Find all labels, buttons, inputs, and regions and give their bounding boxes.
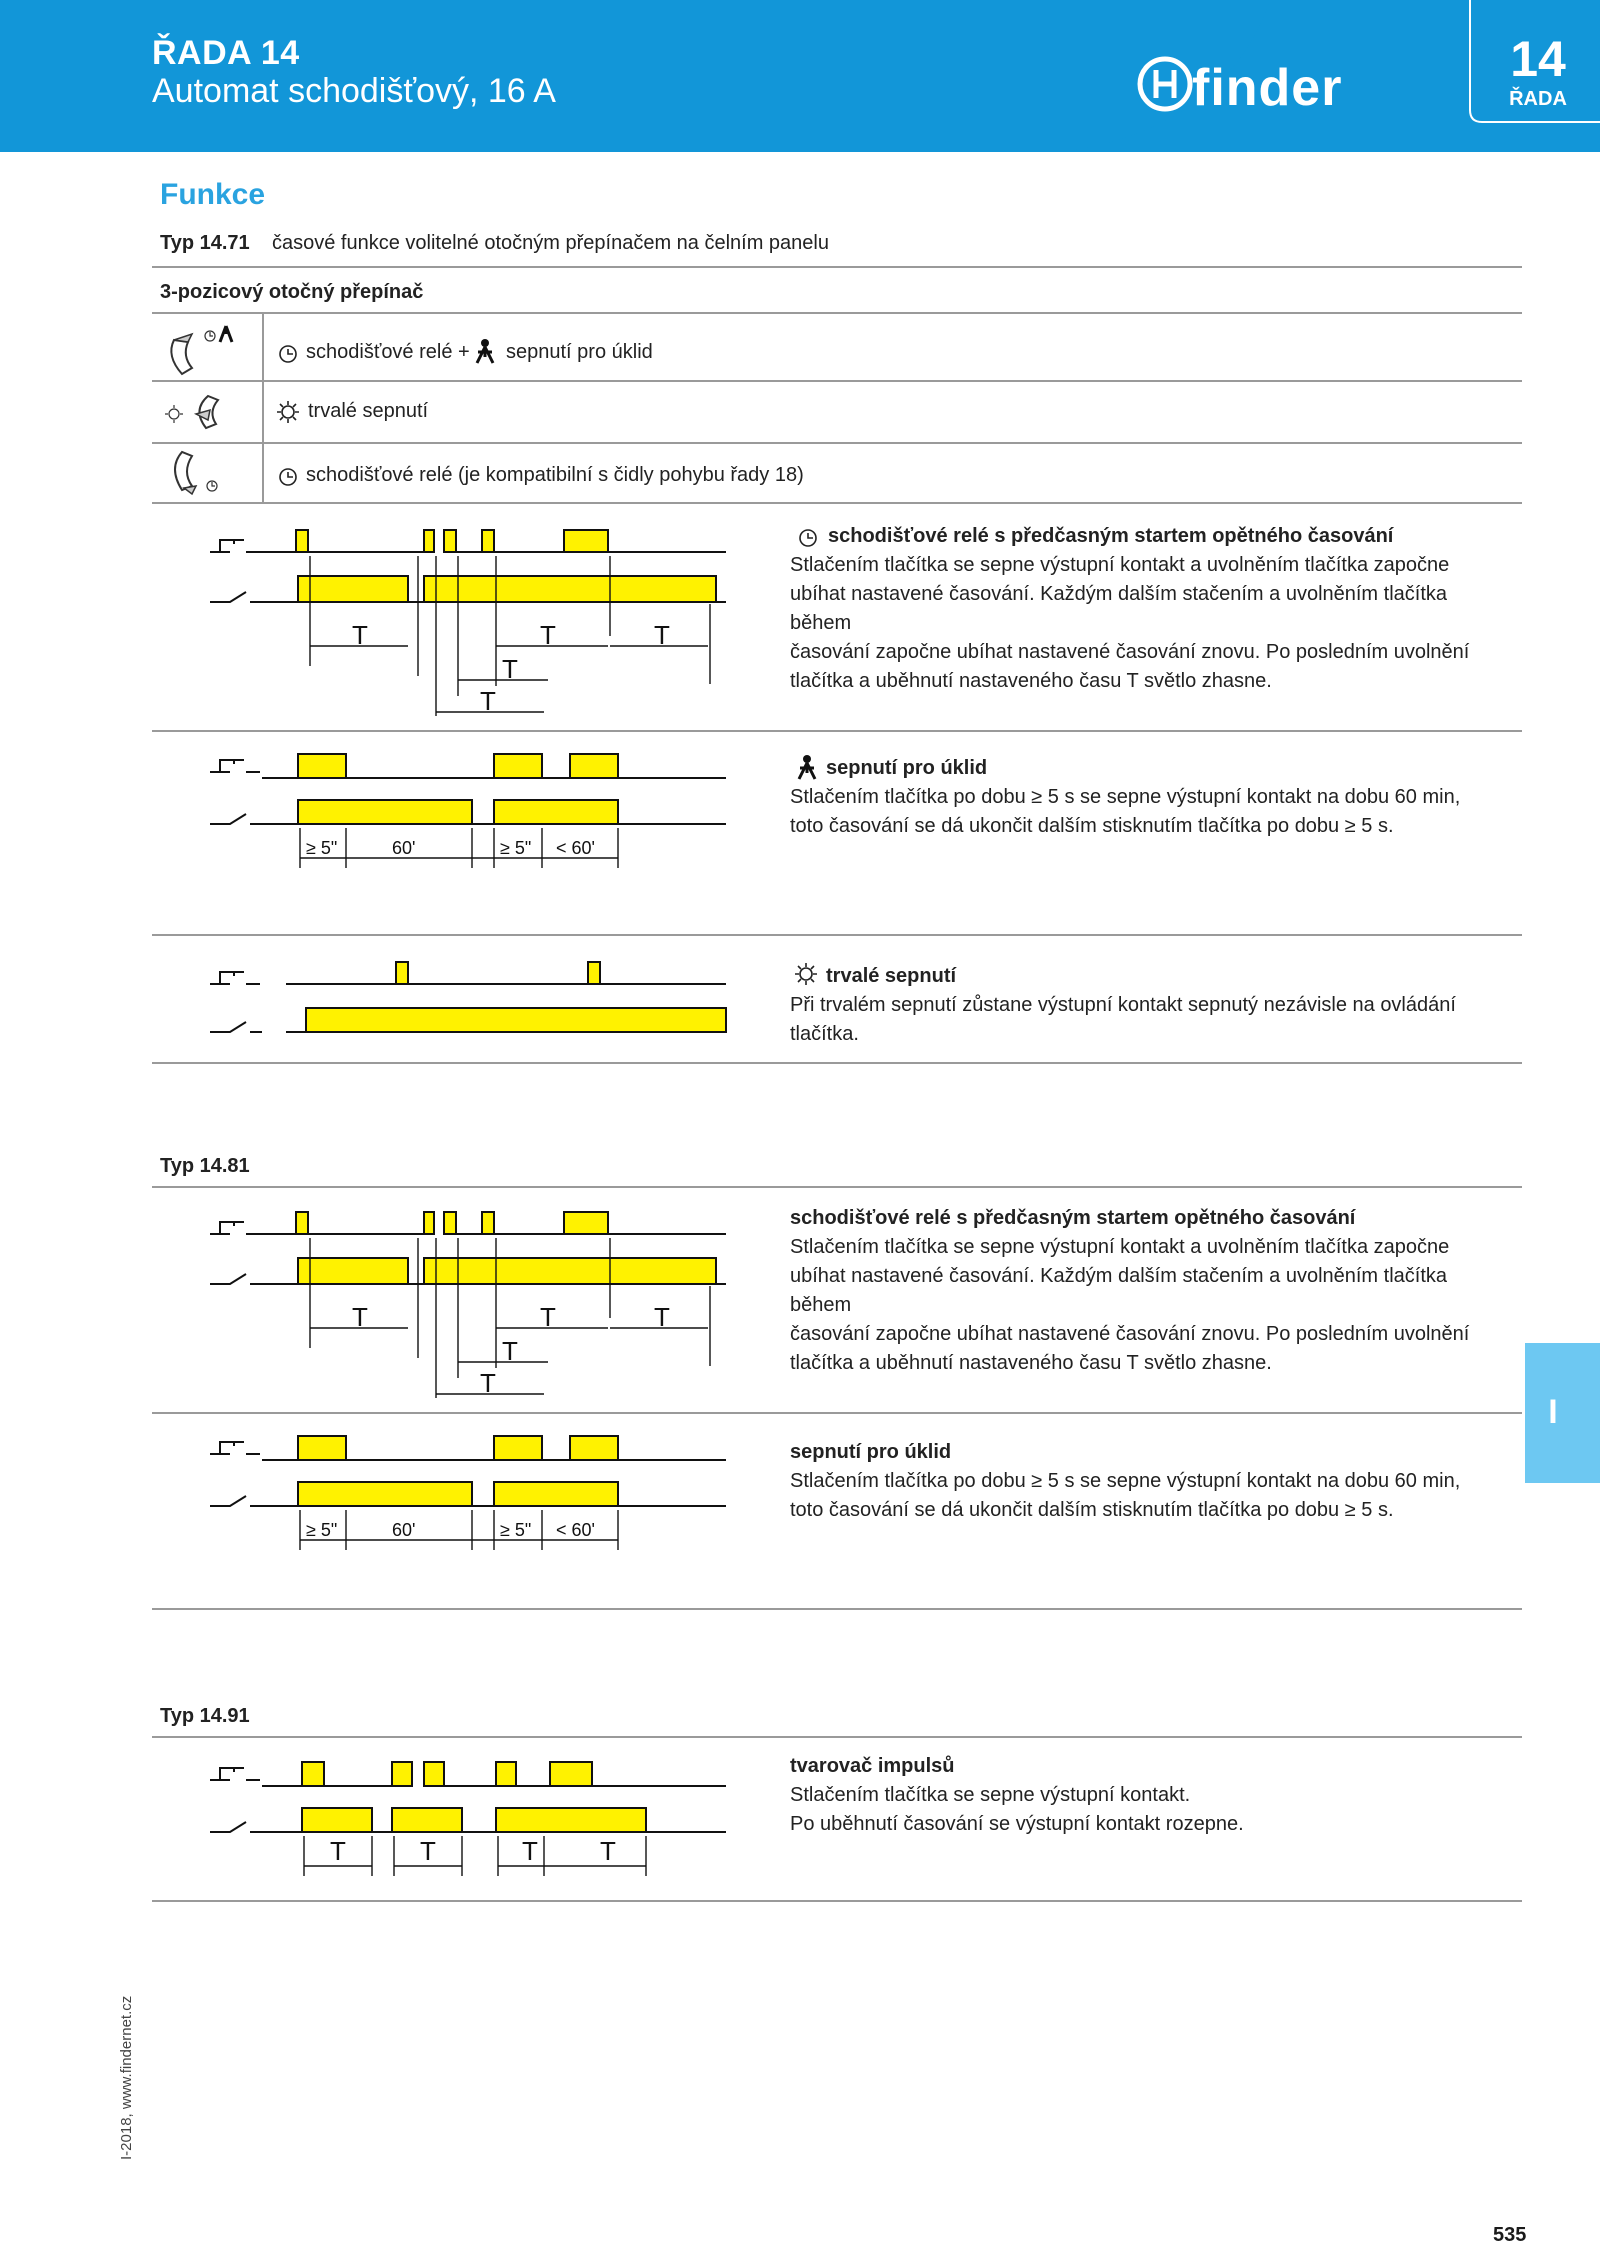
svg-text:T: T (330, 1836, 346, 1866)
switch-row-2-text: trvalé sepnutí (308, 400, 429, 422)
function-text-line: ubíhat nastavené časování. Každým dalším stačením a uvolněním tlačítka během (790, 583, 1448, 634)
divider (152, 1900, 1522, 1902)
switch-row-1-text-b: sepnutí pro úklid (506, 341, 653, 363)
divider (152, 1736, 1522, 1738)
side-tab-label: I (1548, 1393, 1558, 1431)
section-title: Funkce (160, 178, 266, 211)
svg-text:≥ 5": ≥ 5" (500, 838, 532, 858)
function-description (790, 522, 1490, 696)
function-text-line: Stlačením tlačítka se sepne výstupní kontakt a uvolněním tlačítka započne (790, 1236, 1450, 1258)
svg-text:T: T (480, 686, 496, 716)
function-title: sepnutí pro úklid (790, 1441, 952, 1463)
function-description (790, 962, 1490, 1049)
svg-text:60': 60' (392, 1520, 416, 1540)
divider (152, 266, 1522, 268)
function-text-line: tlačítka a uběhnutí nastaveného času T světlo zhasne. (790, 1352, 1272, 1374)
divider (152, 380, 1522, 382)
type-1491-label: Typ 14.91 (160, 1705, 250, 1727)
divider (152, 1412, 1522, 1414)
function-text-line: tlačítka a uběhnutí nastaveného času T světlo zhasne. (790, 670, 1272, 692)
function-description (790, 1438, 1490, 1525)
divider (152, 1608, 1522, 1610)
switch-row-3-text: schodišťové relé (je kompatibilní s čidly pohybu řady 18) (306, 464, 804, 486)
function-text-line: Stlačením tlačítka se sepne výstupní kontakt a uvolněním tlačítka započne (790, 554, 1450, 576)
svg-text:T: T (502, 1336, 518, 1366)
rotary-knob-icon (160, 322, 240, 378)
type-1471-label: Typ 14.71 (160, 232, 250, 254)
timing-diagram-cleaning (200, 1426, 760, 1556)
switch-row-1-text-a: schodišťové relé + (306, 341, 470, 363)
clock-icon (278, 467, 298, 487)
section-side-tab[interactable] (1525, 1343, 1600, 1483)
function-text-line: Po uběhnutí časování se výstupní kontakt rozepne. (790, 1813, 1244, 1835)
function-text-line: toto časování se dá ukončit dalším stisknutím tlačítka po dobu ≥ 5 s. (790, 815, 1394, 837)
timing-diagram-cleaning (200, 744, 760, 874)
divider (152, 312, 1522, 314)
divider (152, 934, 1522, 936)
function-description (790, 1204, 1490, 1378)
rotary-knob-icon (160, 388, 240, 438)
function-text-line: Stlačením tlačítka se sepne výstupní kontakt. (790, 1784, 1191, 1806)
svg-text:T: T (540, 620, 556, 650)
function-title: schodišťové relé s předčasným startem opětného časování (828, 525, 1394, 547)
divider (152, 442, 1522, 444)
function-text-line: ubíhat nastavené časování. Každým dalším stačením a uvolněním tlačítka během (790, 1265, 1448, 1316)
rotary-knob-icon (160, 448, 240, 502)
svg-text:T: T (654, 1302, 670, 1332)
function-description (790, 754, 1490, 841)
page-number: 535 (1493, 2224, 1527, 2246)
function-title: sepnutí pro úklid (826, 757, 988, 779)
divider (152, 1062, 1522, 1064)
svg-text:T: T (480, 1368, 496, 1398)
finder-logo: finder (1192, 59, 1343, 117)
svg-text:≥ 5": ≥ 5" (306, 1520, 338, 1540)
timing-diagram-impulse (200, 1752, 760, 1882)
switch-title: 3-pozicový otočný přepínač (160, 281, 424, 303)
function-title: trvalé sepnutí (826, 965, 957, 987)
svg-text:T: T (522, 1836, 538, 1866)
svg-text:< 60': < 60' (556, 838, 595, 858)
sun-icon (276, 400, 300, 424)
svg-text:T: T (352, 1302, 368, 1332)
svg-text:T: T (420, 1836, 436, 1866)
function-text-line: časování započne ubíhat nastavené časování znovu. Po posledním uvolnění (790, 641, 1470, 663)
footer-edition: I-2018, www.findernet.cz (118, 1995, 135, 2160)
function-text-line: Při trvalém sepnutí zůstane výstupní kontakt sepnutý nezávisle na ovládání (790, 994, 1456, 1016)
series-tab-label: ŘADA (1509, 88, 1567, 110)
svg-text:T: T (352, 620, 368, 650)
svg-text:T: T (600, 1836, 616, 1866)
type-1481-label: Typ 14.81 (160, 1155, 250, 1177)
header-subtitle: Automat schodišťový, 16 A (152, 72, 556, 110)
timing-diagram-permanent (200, 952, 760, 1042)
function-title: schodišťové relé s předčasným startem opětného časování (790, 1207, 1356, 1229)
svg-text:< 60': < 60' (556, 1520, 595, 1540)
svg-text:T: T (502, 654, 518, 684)
svg-text:≥ 5": ≥ 5" (500, 1520, 532, 1540)
timing-diagram-staircase (200, 520, 760, 740)
function-text-line: toto časování se dá ukončit dalším stisknutím tlačítka po dobu ≥ 5 s. (790, 1499, 1394, 1521)
divider (152, 1186, 1522, 1188)
function-title: tvarovač impulsů (790, 1755, 955, 1777)
svg-text:T: T (654, 620, 670, 650)
function-text-line: Stlačením tlačítka po dobu ≥ 5 s se sepne výstupní kontakt na dobu 60 min, (790, 1470, 1461, 1492)
divider (152, 730, 1522, 732)
cleaning-person-icon (472, 338, 498, 366)
table-column-divider (262, 312, 264, 504)
clock-icon (278, 344, 298, 364)
series-tab-number: 14 (1510, 31, 1566, 87)
svg-text:≥ 5": ≥ 5" (306, 838, 338, 858)
svg-text:60': 60' (392, 838, 416, 858)
function-text-line: tlačítka. (790, 1023, 859, 1045)
svg-text:T: T (540, 1302, 556, 1332)
type-1471-description: časové funkce volitelné otočným přepínačem na čelním panelu (272, 232, 829, 254)
function-text-line: Stlačením tlačítka po dobu ≥ 5 s se sepne výstupní kontakt na dobu 60 min, (790, 786, 1461, 808)
divider (152, 502, 1522, 504)
header-title: ŘADA 14 (152, 34, 300, 72)
function-text-line: časování započne ubíhat nastavené časování znovu. Po posledním uvolnění (790, 1323, 1470, 1345)
timing-diagram-staircase (200, 1202, 760, 1422)
function-description (790, 1752, 1490, 1839)
